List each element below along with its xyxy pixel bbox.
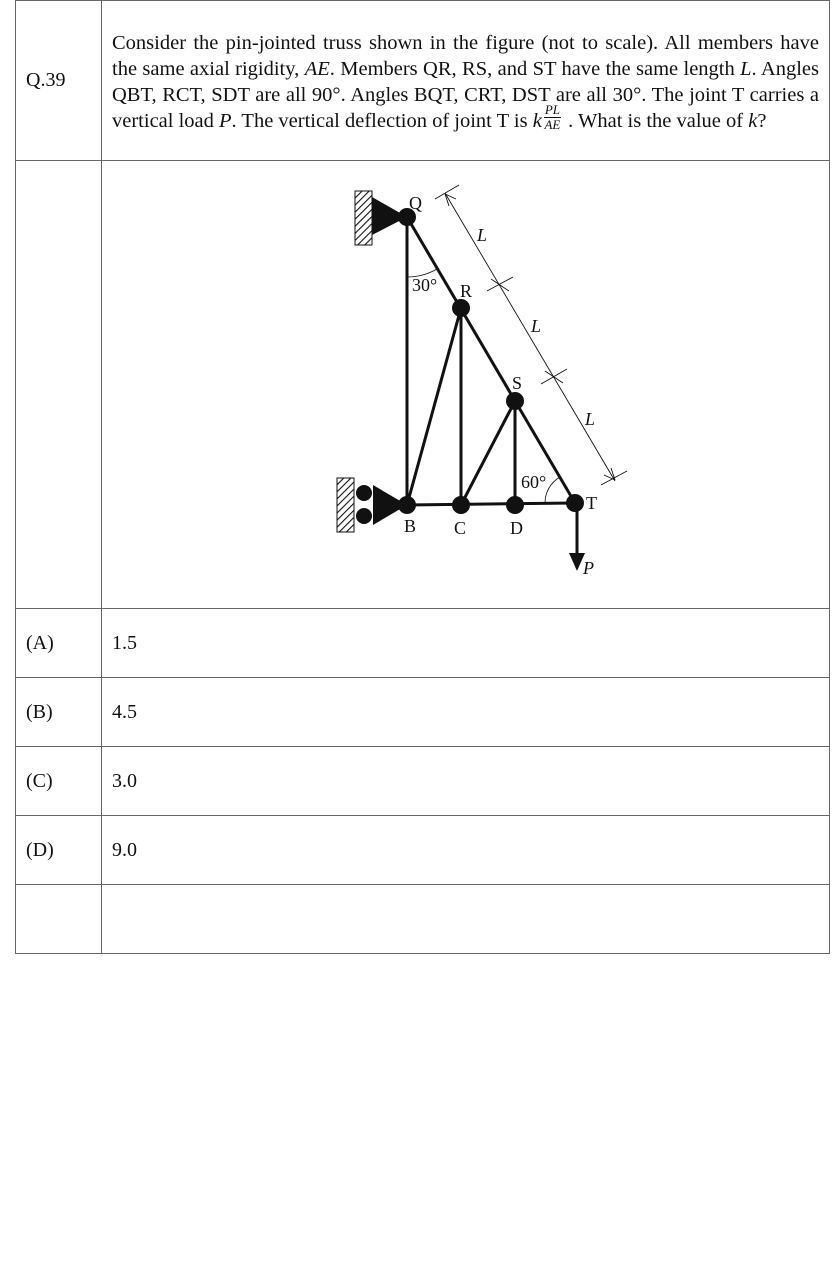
option-label-d: (D)	[16, 816, 102, 885]
label-q: Q	[409, 193, 422, 213]
member-rb	[407, 308, 461, 505]
label-t: T	[586, 493, 597, 513]
question-text-cell	[102, 1, 830, 161]
label-angle-30: 30°	[412, 275, 438, 295]
fraction-pl-ae: $\frac{PL}{AE}$	[544, 102, 561, 133]
option-row-b	[16, 678, 830, 747]
option-value-b: 4.5	[102, 678, 830, 747]
option-label-b: (B)	[16, 678, 102, 747]
option-label-a: (A)	[16, 609, 102, 678]
label-d: D	[510, 518, 523, 538]
member-sc	[461, 401, 515, 505]
question-table	[15, 0, 830, 954]
label-length-1: L	[477, 225, 488, 245]
truss-figure	[112, 161, 840, 608]
empty-cell-right	[102, 885, 830, 954]
joint-c	[452, 496, 470, 514]
member-qt	[407, 217, 575, 503]
member-bt	[407, 503, 575, 505]
label-b: B	[404, 516, 417, 536]
label-s: S	[512, 373, 523, 393]
question-number: Q.39	[16, 1, 102, 161]
label-length-3: L	[585, 409, 596, 429]
joint-s	[506, 392, 524, 410]
option-row-a	[16, 609, 830, 678]
question-text: Consider the pin-jointed truss shown in the figure (not to scale). All members have the same axial rigidity, AE. Members QR, RS, and ST have the same length L. Angles QBT, RCT, SDT are all 90°. Angles BQT, CRT, DST are all 30°. The joint T carries a vertical load P. The vertical deflection of joint T is k $\frac{PL}{AE}$ . What is the value of k?	[112, 31, 819, 133]
joint-b	[398, 496, 416, 514]
option-row-c	[16, 747, 830, 816]
empty-cell-left	[16, 885, 102, 954]
figure-row	[16, 161, 830, 609]
option-label-c: (C)	[16, 747, 102, 816]
label-length-2: L	[531, 316, 542, 336]
truss-members	[407, 217, 575, 505]
angle-arc-60	[545, 477, 560, 503]
figure-cell	[102, 161, 830, 609]
option-value-d: 9.0	[102, 816, 830, 885]
label-c: C	[454, 518, 467, 538]
empty-row	[16, 885, 830, 954]
figure-number-cell	[16, 161, 102, 609]
label-load: P	[583, 558, 594, 578]
joint-r	[452, 299, 470, 317]
option-value-a: 1.5	[102, 609, 830, 678]
question-row	[16, 1, 830, 161]
roller-support-b	[337, 478, 407, 532]
joint-t	[566, 494, 584, 512]
label-angle-60: 60°	[521, 472, 547, 492]
option-value-c: 3.0	[102, 747, 830, 816]
option-row-d	[16, 816, 830, 885]
label-r: R	[460, 281, 473, 301]
joint-d	[506, 496, 524, 514]
